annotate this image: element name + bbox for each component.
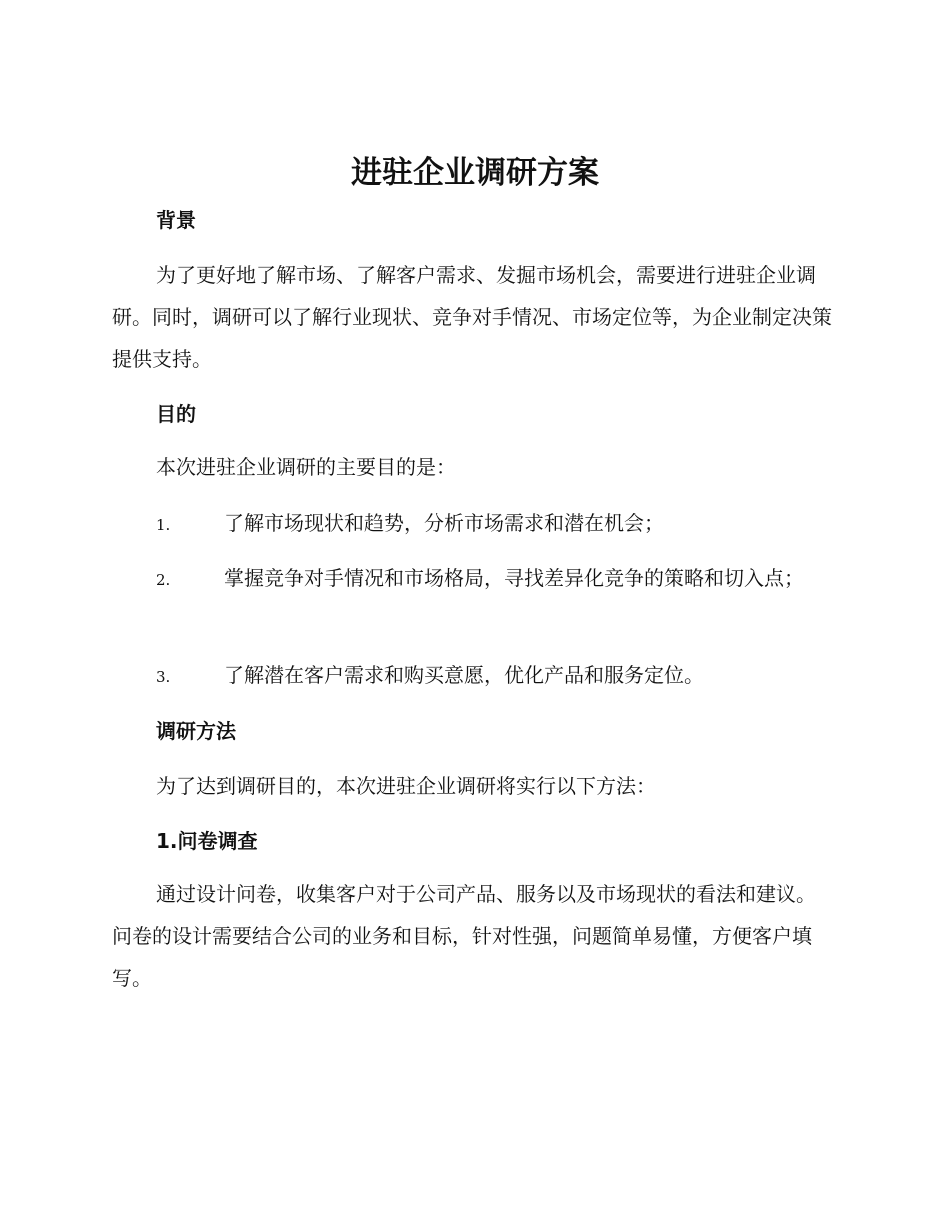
purpose-intro: 本次进驻企业调研的主要目的是： [156,455,456,479]
document-title: 进驻企业调研方案 [351,155,599,191]
section-heading-method: 调研方法 [156,719,236,743]
list-item [112,557,832,601]
list-item [112,654,832,698]
list-item-number: 2. [156,571,171,589]
section-heading-purpose: 目的 [156,402,196,426]
subsection-heading-questionnaire: 1.问卷调查 [156,829,258,853]
list-item [112,502,832,546]
list-item-text: 掌握竞争对手情况和市场格局，寻找差异化竞争的策略和切入点； [224,566,804,590]
section-heading-background: 背景 [156,208,196,232]
background-paragraph: 为了更好地了解市场、了解客户需求、发掘市场机会，需要进行进驻企业调研。同时，调研可以了解行业现状、竞争对手情况、市场定位等，为企业制定决策提供支持。 [112,263,832,371]
list-item-text: 了解潜在客户需求和购买意愿，优化产品和服务定位。 [224,663,704,687]
list-item-text: 了解市场现状和趋势，分析市场需求和潜在机会； [224,511,664,535]
list-item-number: 3. [156,668,171,686]
questionnaire-paragraph: 通过设计问卷，收集客户对于公司产品、服务以及市场现状的看法和建议。问卷的设计需要结合公司的业务和目标，针对性强，问题简单易懂，方便客户填写。 [112,882,816,990]
list-item-number: 1. [156,516,171,534]
method-intro: 为了达到调研目的，本次进驻企业调研将实行以下方法： [156,774,656,798]
